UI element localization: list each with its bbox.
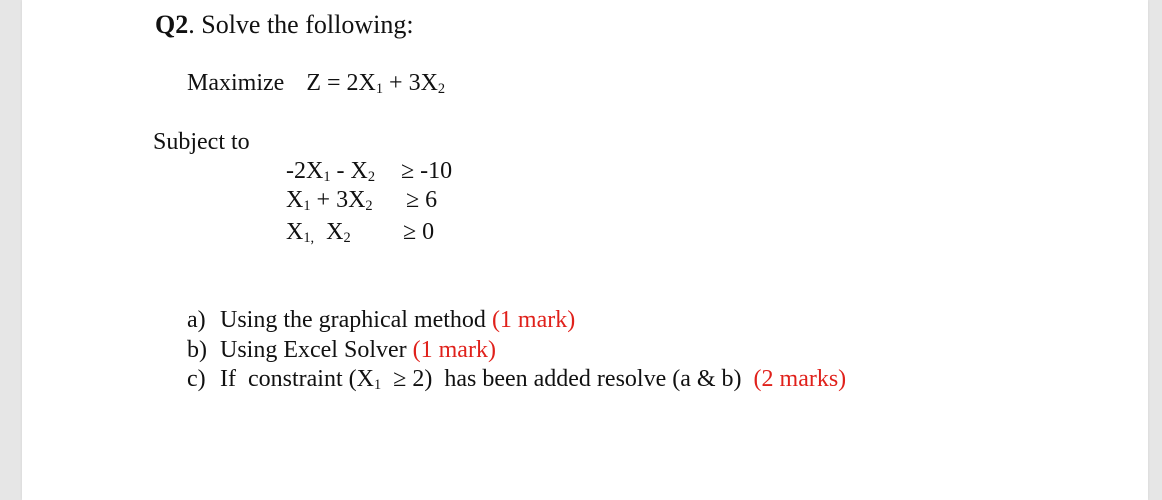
part-c-label: c)	[187, 366, 206, 392]
part-a-text: Using the graphical method	[220, 307, 492, 333]
subject-to-label: Subject to	[153, 129, 250, 155]
part-b-text: Using Excel Solver	[220, 336, 413, 363]
part-c-text-before: If constraint (X	[220, 366, 374, 392]
question-parts-list	[187, 308, 846, 397]
part-a-label: a)	[187, 307, 206, 333]
objective-sub2: 2	[437, 80, 446, 97]
c2-sub-1: 1	[303, 197, 311, 214]
part-a-mark: (1 mark)	[491, 307, 576, 333]
c1-term-a: -2X	[286, 158, 324, 184]
part-a	[187, 308, 846, 338]
constraint-3-lhs	[286, 220, 351, 244]
c2-sub-2: 2	[365, 197, 373, 214]
objective-verb: Maximize	[187, 70, 285, 96]
c1-sub-2: 2	[367, 168, 376, 185]
constraint-2-lhs	[286, 188, 373, 212]
document-page	[22, 0, 1148, 500]
objective-mid: + 3X	[383, 70, 438, 96]
c3-sub-1: 1,	[303, 229, 315, 246]
objective-sub1: 1	[375, 80, 384, 97]
c3-term-a: X	[286, 219, 304, 245]
c2-term-b: + 3X	[310, 187, 366, 213]
part-c-mark: (2 marks)	[753, 366, 847, 392]
constraint-1-lhs	[286, 159, 375, 183]
question-number: Q2	[155, 10, 189, 39]
part-b	[187, 338, 846, 368]
part-c-text-after: ≥ 2) has been added resolve (a & b)	[381, 366, 754, 392]
c1-term-b: - X	[330, 158, 368, 184]
question-title-text: . Solve the following:	[188, 10, 414, 39]
c3-term-b: X	[314, 219, 344, 245]
c2-term-a: X	[286, 187, 304, 213]
constraint-2-rhs: ≥ 6	[406, 187, 438, 213]
constraint-3-rhs: ≥ 0	[403, 219, 435, 245]
constraint-1-rhs: ≥ -10	[401, 158, 453, 184]
objective-function	[187, 71, 445, 95]
part-b-label: b)	[187, 336, 207, 363]
part-b-mark: (1 mark)	[412, 336, 496, 363]
c3-sub-2: 2	[343, 229, 351, 246]
objective-lhs: Z = 2X	[306, 70, 376, 96]
c1-sub-1: 1	[323, 168, 331, 185]
question-title	[155, 12, 414, 38]
part-c	[187, 367, 846, 397]
part-c-sub: 1	[373, 376, 382, 393]
